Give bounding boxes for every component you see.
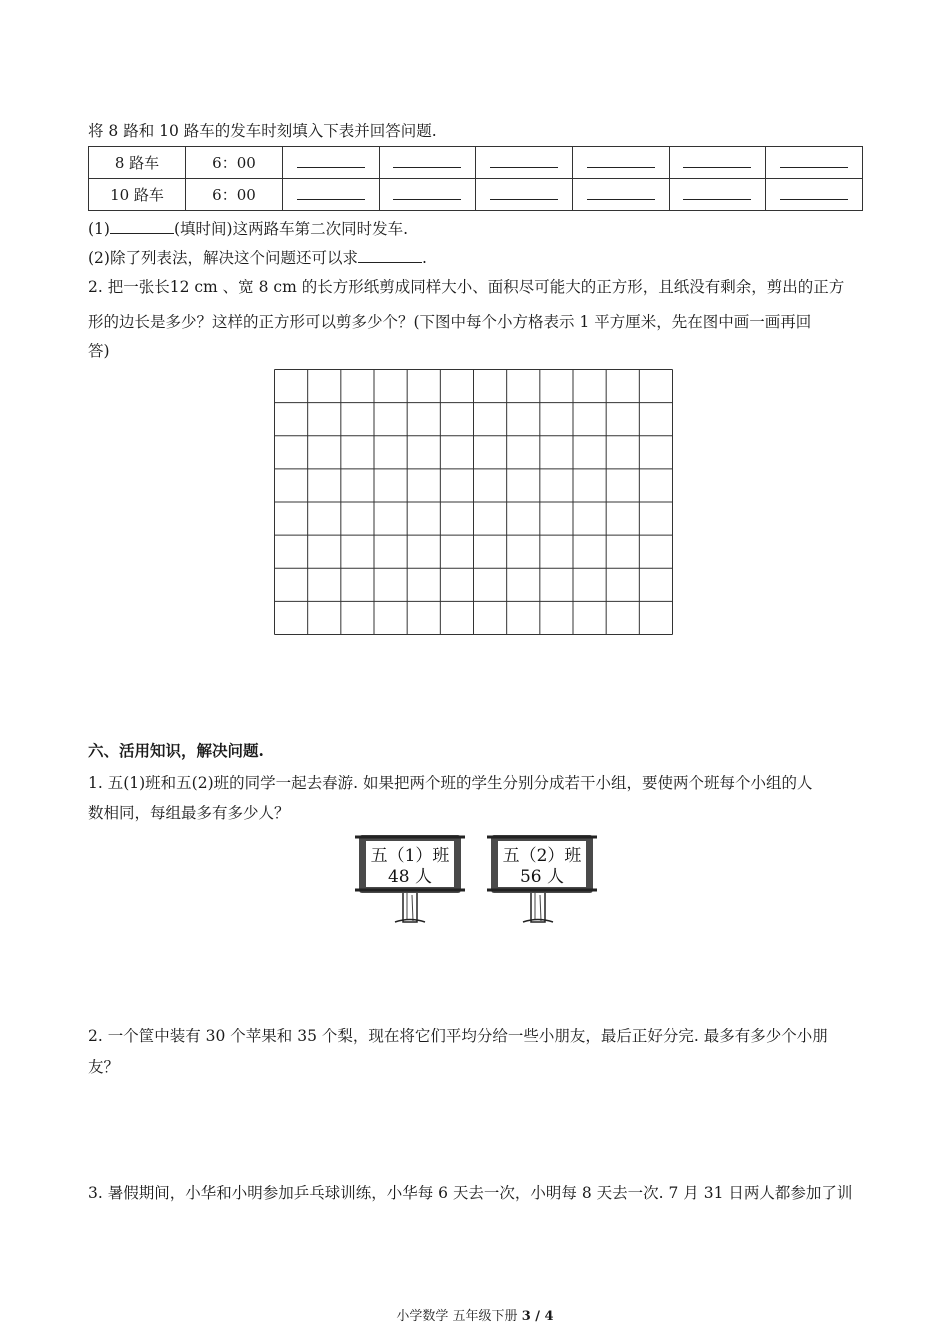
- question-2: [88, 248, 427, 268]
- blank-cell[interactable]: [379, 147, 476, 179]
- class-sign-1: [355, 833, 465, 923]
- sign-class-label: 五（2）班: [502, 846, 582, 866]
- table-row: [89, 147, 863, 179]
- route-cell: 10 路车: [89, 179, 186, 211]
- blank-cell[interactable]: [476, 147, 573, 179]
- question-1-suffix: (填时间)这两路车第二次同时发车.: [173, 220, 408, 238]
- start-time-cell: 6：00: [186, 147, 283, 179]
- question-2-suffix: .: [421, 249, 427, 267]
- page-footer: [0, 1305, 950, 1324]
- start-time-cell: 6：00: [186, 179, 283, 211]
- blank-cell[interactable]: [379, 179, 476, 211]
- schedule-table: [88, 146, 863, 211]
- blank-cell[interactable]: [572, 179, 669, 211]
- blank-cell[interactable]: [766, 147, 863, 179]
- problem-2-line-2: 形的边长是多少？这样的正方形可以剪多少个？(下图中每个小方格表示 1 平方厘米，先在图中画一画再回: [88, 313, 812, 331]
- blank-cell[interactable]: [766, 179, 863, 211]
- class-sign-2: [487, 833, 597, 923]
- blank-cell[interactable]: [669, 147, 766, 179]
- sign-class-label: 五（1）班: [370, 846, 450, 866]
- question-2-prefix: (2)除了列表法，解决这个问题还可以求: [88, 249, 358, 267]
- route-cell: 8 路车: [89, 147, 186, 179]
- sign-student-count: 48 人: [387, 867, 433, 887]
- question-1-prefix: (1): [88, 220, 110, 238]
- problem-2-line-3: 答): [88, 342, 110, 360]
- section-6-q3-line-1: 3. 暑假期间，小华和小明参加乒乓球训练，小华每 6 天去一次，小明每 8 天去一次. 7 月 31 日两人都参加了训: [88, 1184, 853, 1202]
- table-row: [89, 179, 863, 211]
- square-grid[interactable]: [274, 369, 673, 635]
- intro-text: 将 8 路和 10 路车的发车时刻填入下表并回答问题.: [88, 122, 437, 140]
- page-number: 3 / 4: [521, 1309, 554, 1324]
- sign-student-count: 56 人: [519, 867, 565, 887]
- blank-cell[interactable]: [283, 179, 380, 211]
- footer-text: 小学数学 五年级下册: [396, 1309, 518, 1324]
- section-6-q2-line-2: 友？: [88, 1058, 120, 1076]
- section-6-title: 六、活用知识，解决问题.: [88, 741, 264, 760]
- answer-blank[interactable]: [110, 219, 174, 234]
- section-6-q2-line-1: 2. 一个筐中装有 30 个苹果和 35 个梨，现在将它们平均分给一些小朋友，最后正好分完. 最多有多少个小朋: [88, 1027, 828, 1045]
- blank-cell[interactable]: [669, 179, 766, 211]
- blank-cell[interactable]: [476, 179, 573, 211]
- blank-cell[interactable]: [283, 147, 380, 179]
- question-1: [88, 219, 408, 239]
- blank-cell[interactable]: [572, 147, 669, 179]
- answer-blank[interactable]: [358, 248, 422, 263]
- section-6-q1-line-2: 数相同，每组最多有多少人？: [88, 804, 290, 822]
- problem-2-line-1: 2. 把一张长12 cm 、宽 8 cm 的长方形纸剪成同样大小、面积尽可能大的正方形，且纸没有剩余，剪出的正方: [88, 278, 845, 296]
- section-6-q1-line-1: 1. 五(1)班和五(2)班的同学一起去春游. 如果把两个班的学生分别分成若干小组，要使两个班每个小组的人: [88, 774, 813, 792]
